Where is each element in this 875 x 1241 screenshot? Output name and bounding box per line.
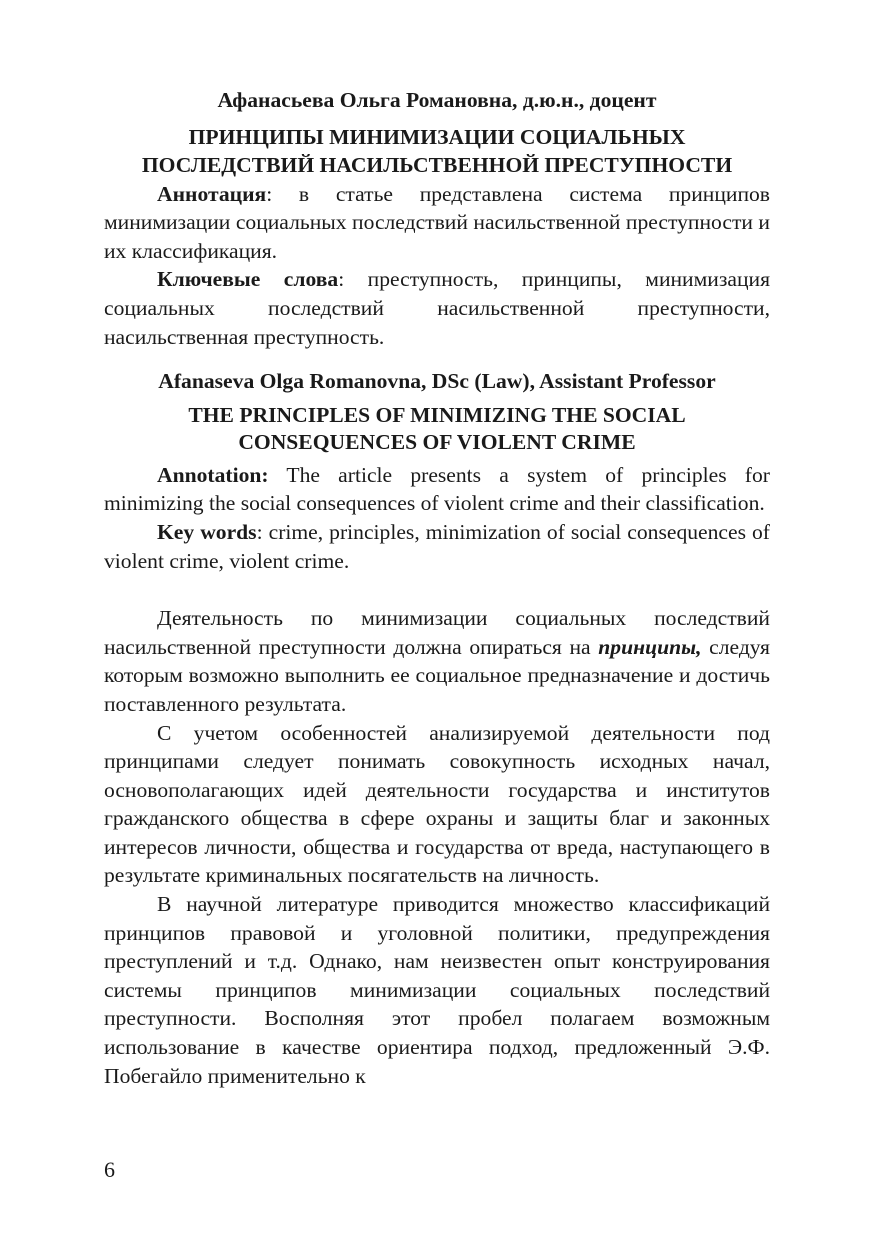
keywords-ru-text: : преступность, принципы, минимизация социальных последствий насильственной преступности, насильственная преступность. (104, 267, 770, 349)
title-ru-line2: ПОСЛЕДСТВИЙ НАСИЛЬСТВЕННОЙ ПРЕСТУПНОСТИ (141, 152, 733, 177)
title-ru-line1: ПРИНЦИПЫ МИНИМИЗАЦИИ СОЦИАЛЬНЫХ (188, 124, 686, 149)
document-page (104, 82, 770, 1090)
author-ru: Афанасьева Ольга Романовна, д.ю.н., доцент (217, 88, 657, 112)
keywords-ru-label: Ключевые слова (157, 267, 339, 292)
body-p1-before: Деятельность по минимизации социальных последствий насильственной преступности должна опираться на (104, 606, 770, 659)
body-paragraph-3: В научной литературе приводится множество классификаций принципов правовой и уголовной политики, предупреждения преступлений и т.д. Однако, нам неизвестен опыт конструирования системы принципов минимизации социальных последствий преступности. Восполняя этот пробел полагаем возможным использование в качестве ориентира подход, предложенный Э.Ф. Побегайло применительно к (104, 892, 770, 1088)
annotation-ru-label: Аннотация (157, 181, 267, 206)
annotation-en-text: The article presents a system of principles for minimizing the social consequences of violent crime and their classification. (104, 462, 770, 516)
title-en-line2: CONSEQUENCES OF VIOLENT CRIME (238, 429, 636, 454)
body-p1-after: следуя которым возможно выполнить ее социальное предназначение и достичь поставленного результата. (104, 634, 770, 716)
annotation-en (104, 461, 770, 518)
body-p1-emphasis: принципы, (598, 634, 702, 659)
title-en (104, 402, 770, 456)
keywords-en-label: Key words (157, 519, 257, 544)
annotation-ru-text: : в статье представлена система принципов минимизации социальных последствий насильственной преступности и их классификация. (104, 181, 770, 263)
body-paragraph-1 (104, 604, 770, 718)
keywords-en-text: : crime, principles, minimization of social consequences of violent crime, violent crime. (104, 519, 770, 573)
keywords-ru (104, 265, 770, 351)
page-number: 6 (104, 1157, 115, 1182)
annotation-en-label: Annotation: (157, 462, 269, 487)
title-en-line1: THE PRINCIPLES OF MINIMIZING THE SOCIAL (188, 402, 686, 427)
keywords-en (104, 518, 770, 575)
annotation-ru (104, 180, 770, 266)
body-paragraph-2: С учетом особенностей анализируемой деятельности под принципами следует понимать совокупность исходных начал, основополагающих идей деятельности государства и институтов гражданского общества в сфере охраны и защиты благ и законных интересов личности, общества и государства от вреда, наступающего в результате криминальных посягательств на личность. (104, 720, 770, 888)
title-ru (104, 123, 770, 179)
author-en: Afanaseva Olga Romanovna, DSc (Law), Assistant Professor (158, 369, 716, 394)
